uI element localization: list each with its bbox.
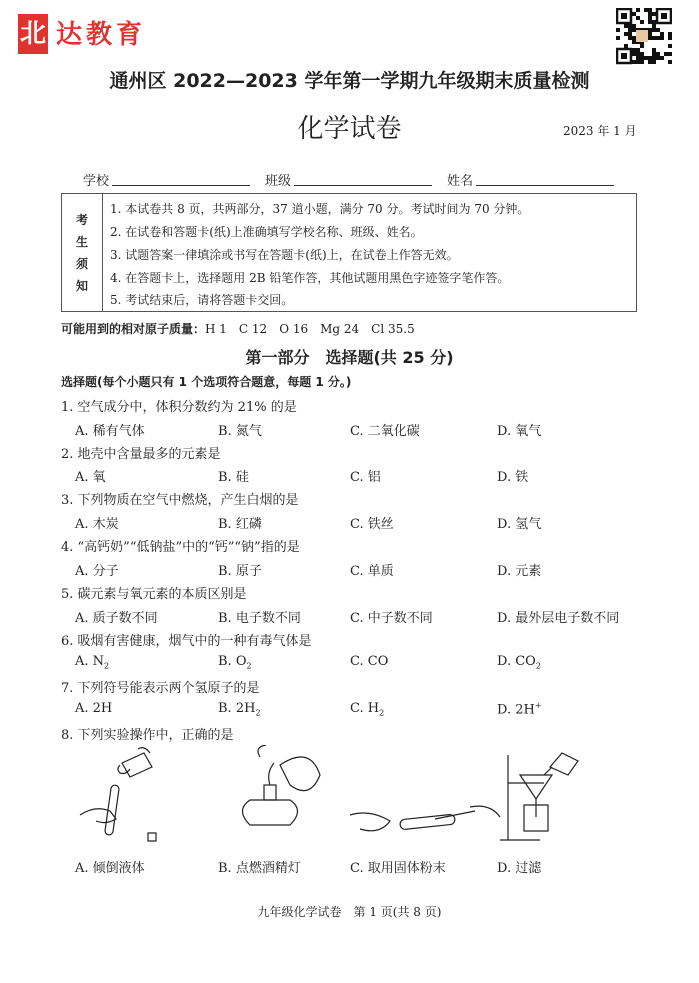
answer-option[interactable] [497, 607, 619, 626]
option-text: B. 红磷 [218, 517, 262, 532]
notice-head-char: 生 [75, 234, 88, 249]
option-text: B. 氮气 [218, 424, 262, 439]
option-text: B. 2H [218, 701, 256, 716]
option-text: D. 氧气 [497, 424, 542, 439]
notice-item: 3. 试题答案一律填涂或书写在答题卡(纸)上，在试卷上作答无效。 [110, 248, 459, 262]
question-text: 2. 地壳中含量最多的元素是 [61, 447, 221, 462]
answer-option[interactable] [75, 654, 109, 671]
notice-item: 5. 考试结束后，请将答题卡交回。 [110, 293, 294, 307]
answer-option[interactable] [350, 466, 381, 485]
answer-option[interactable] [218, 857, 301, 876]
class-field[interactable] [294, 185, 432, 186]
question-text: 3. 下列物质在空气中燃烧，产生白烟的是 [61, 493, 299, 508]
answer-option[interactable] [497, 654, 541, 671]
option-text: B. 原子 [218, 564, 262, 579]
question-text: 1. 空气成分中，体积分数约为 21% 的是 [61, 400, 297, 415]
option-text: B. 点燃酒精灯 [218, 861, 301, 876]
lighting-alcohol-lamp-illustration [243, 745, 321, 825]
answer-option[interactable] [218, 607, 301, 626]
question-text: 4. “高钙奶”“低钠盐”中的“钙”“钠”指的是 [61, 540, 300, 555]
option-text: D. 过滤 [497, 861, 542, 876]
answer-option[interactable] [350, 701, 384, 718]
name-label: 姓名 [447, 174, 474, 189]
answer-option[interactable] [75, 466, 106, 485]
filtration-illustration [500, 753, 578, 840]
answer-option[interactable] [218, 654, 252, 671]
subject-title: 化学试卷 [297, 114, 402, 144]
question-text: 8. 下列实验操作中，正确的是 [61, 728, 234, 743]
answer-option[interactable] [75, 607, 158, 626]
question-text: 7. 下列符号能表示两个氢原子的是 [61, 681, 260, 696]
atomic-mass-values: H 1 C 12 O 16 Mg 24 Cl 35.5 [205, 322, 415, 336]
notice-heading [62, 194, 103, 311]
answer-option[interactable] [218, 560, 262, 579]
notice-head-char: 考 [75, 212, 88, 227]
school-label: 学校 [83, 174, 110, 189]
option-subscript: 2 [255, 708, 261, 718]
notice-item: 1. 本试卷共 8 页，共两部分，37 道小题，满分 70 分。考试时间为 70 分钟。 [110, 202, 530, 216]
option-text: D. 铁 [497, 470, 529, 485]
option-text: B. 电子数不同 [218, 611, 301, 626]
notice-head-char: 知 [75, 278, 88, 293]
answer-option[interactable] [75, 857, 145, 876]
atomic-mass-line [61, 320, 415, 337]
option-text: B. 硅 [218, 470, 249, 485]
pouring-liquid-illustration [80, 748, 156, 841]
school-field[interactable] [112, 185, 250, 186]
notice-box [61, 193, 637, 312]
answer-option[interactable] [497, 420, 541, 439]
option-text: A. 氧 [75, 470, 106, 485]
answer-option[interactable] [350, 654, 388, 669]
answer-option[interactable] [497, 466, 528, 485]
answer-option[interactable] [350, 513, 394, 532]
option-text: A. N [75, 654, 105, 669]
answer-option[interactable] [497, 701, 542, 717]
exam-date: 2023 年 1 月 [563, 124, 637, 138]
answer-option[interactable] [350, 560, 394, 579]
experiment-illustrations [60, 745, 640, 850]
question-text: 6. 吸烟有害健康，烟气中的一种有毒气体是 [61, 634, 312, 649]
option-text: D. CO [497, 654, 536, 669]
option-text: D. 最外层电子数不同 [497, 611, 620, 626]
option-text: C. 单质 [350, 564, 394, 579]
option-text: C. 中子数不同 [350, 611, 433, 626]
answer-option[interactable] [218, 420, 262, 439]
question-text: 5. 碳元素与氧元素的本质区别是 [61, 587, 247, 602]
instruction: 选择题(每个小题只有 1 个选项符合题意，每题 1 分。) [61, 375, 352, 389]
notice-item: 2. 在试卷和答题卡(纸)上准确填写学校名称、班级、姓名。 [110, 225, 423, 239]
answer-option[interactable] [75, 420, 145, 439]
option-text: B. O [218, 654, 247, 669]
option-text: C. 铁丝 [350, 517, 394, 532]
notice-item: 4. 在答题卡上，选择题用 2B 铅笔作答，其他试题用黑色字迹签字笔作答。 [110, 271, 510, 285]
option-text: A. 2H [75, 701, 113, 716]
option-subscript: 2 [104, 661, 110, 671]
option-supscript: + [534, 701, 542, 710]
option-text: C. CO [350, 654, 389, 669]
option-text: C. 二氧化碳 [350, 424, 420, 439]
option-subscript: 2 [535, 661, 541, 671]
answer-option[interactable] [350, 857, 446, 876]
answer-option[interactable] [218, 466, 249, 485]
answer-option[interactable] [497, 560, 541, 579]
answer-option[interactable] [350, 420, 420, 439]
qr-code [616, 8, 672, 66]
option-text: D. 元素 [497, 564, 542, 579]
option-text: D. 氢气 [497, 517, 542, 532]
taking-powder-illustration [350, 806, 500, 831]
answer-option[interactable] [75, 560, 119, 579]
option-text: C. H [350, 701, 380, 716]
answer-option[interactable] [75, 701, 112, 716]
answer-option[interactable] [218, 513, 262, 532]
notice-head-char: 须 [75, 256, 88, 271]
answer-option[interactable] [497, 857, 541, 876]
answer-option[interactable] [497, 513, 541, 532]
exam-title: 通州区 2022—2023 学年第一学期九年级期末质量检测 [109, 70, 590, 92]
option-text: D. 2H [497, 702, 535, 718]
atomic-mass-label: 可能用到的相对原子质量： [61, 322, 206, 336]
option-subscript: 2 [379, 708, 385, 718]
section-title: 第一部分 选择题(共 25 分) [245, 348, 454, 367]
option-text: C. 取用固体粉末 [350, 861, 446, 876]
option-text: C. 铝 [350, 470, 381, 485]
option-text: A. 质子数不同 [75, 611, 158, 626]
option-text: A. 稀有气体 [75, 424, 145, 439]
option-text: A. 倾倒液体 [75, 861, 145, 876]
option-text: A. 分子 [75, 564, 119, 579]
answer-option[interactable] [350, 607, 433, 626]
name-field[interactable] [476, 185, 614, 186]
answer-option[interactable] [218, 701, 261, 718]
option-subscript: 2 [246, 661, 252, 671]
class-label: 班级 [265, 174, 292, 189]
page-footer: 九年级化学试卷 第 1 页(共 8 页) [257, 905, 442, 919]
logo-mark: 北 [18, 14, 48, 54]
answer-option[interactable] [75, 513, 119, 532]
option-text: A. 木炭 [75, 517, 119, 532]
logo-text: 达教育 [56, 20, 147, 50]
